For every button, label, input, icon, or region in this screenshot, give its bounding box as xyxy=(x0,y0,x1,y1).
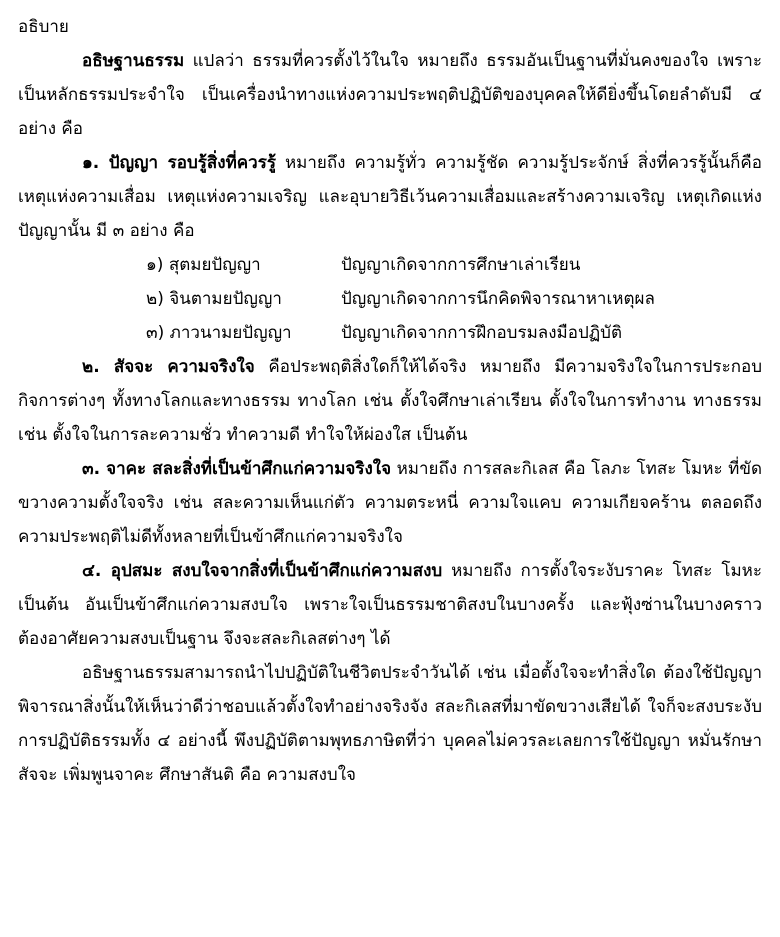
wisdom-source-desc: ปัญญาเกิดจากการนึกคิดพิจารณาหาเหตุผล xyxy=(341,289,655,309)
wisdom-source-desc: ปัญญาเกิดจากการศึกษาเล่าเรียน xyxy=(341,255,581,275)
item-2-title: ๒. สัจจะ ความจริงใจ xyxy=(82,357,255,377)
item-2-paragraph xyxy=(18,350,762,452)
wisdom-source-desc: ปัญญาเกิดจากการฝึกอบรมลงมือปฏิบัติ xyxy=(341,323,622,343)
list-item xyxy=(18,248,762,282)
item-3-title: ๓. จาคะ สละสิ่งที่เป็นข้าศึกแก่ความจริงใจ xyxy=(82,459,392,479)
wisdom-source-term: ๑) สุตมยปัญญา xyxy=(146,255,261,275)
item-4-title: ๔. อุปสมะ สงบใจจากสิ่งที่เป็นข้าศึกแก่ความสงบ xyxy=(82,561,443,581)
item-1-paragraph xyxy=(18,146,762,248)
intro-text: แปลว่า ธรรมที่ควรตั้งไว้ในใจ หมายถึง ธรรมอันเป็นฐานที่มั่นคงของใจ เพราะเป็นหลักธรรมประจำใจ เป็นเครื่องนำทางแห่งความประพฤติปฏิบัติของบุคคลให้ดียิ่งขึ้นโดยลำดับมี ๔ อย่าง คือ xyxy=(18,51,762,139)
document-page xyxy=(18,10,762,792)
item-1-text: หมายถึง ความรู้ทั่ว ความรู้ชัด ความรู้ประจักษ์ สิ่งที่ควรรู้นั้นก็คือ เหตุแห่งความเสื่อม เหตุแห่งความเจริญ และอุบายวิธีเว้นความเสื่อมและสร้างความเจริญ เหตุเกิดแห่งปัญญานั้น มี ๓ อย่าง คือ xyxy=(18,153,762,241)
list-item xyxy=(18,316,762,350)
list-item xyxy=(18,282,762,316)
item-2-text: คือประพฤติสิ่งใดก็ให้ได้จริง หมายถึง มีความจริงใจในการประกอบกิจการต่างๆ ทั้งทางโลกและทางธรรม ทางโลก เช่น ตั้งใจศึกษาเล่าเรียน ตั้งใจในการทำงาน ทางธรรม เช่น ตั้งใจในการละความชั่ว ทำความดี ทำใจให้ผ่องใส เป็นต้น xyxy=(18,357,762,445)
section-heading: อธิบาย xyxy=(18,17,69,37)
item-3-paragraph xyxy=(18,452,762,554)
item-1-title: ๑. ปัญญา รอบรู้สิ่งที่ควรรู้ xyxy=(82,153,276,173)
intro-paragraph xyxy=(18,44,762,146)
item-4-paragraph xyxy=(18,554,762,656)
intro-term: อธิษฐานธรรม xyxy=(82,51,185,71)
conclusion-paragraph: อธิษฐานธรรมสามารถนำไปปฏิบัติในชีวิตประจำวันได้ เช่น เมื่อตั้งใจจะทำสิ่งใด ต้องใช้ปัญญาพิจารณาสิ่งนั้นให้เห็นว่าดีว่าชอบแล้วตั้งใจทำอย่างจริงจัง สละกิเลสที่มาขัดขวางเสียได้ ใจก็จะสงบระงับ การปฏิบัติธรรมทั้ง ๔ อย่างนี้ พึงปฏิบัติตามพุทธภาษิตที่ว่า บุคคลไม่ควรละเลยการใช้ปัญญา หมั่นรักษาสัจจะ เพิ่มพูนจาคะ ศึกษาสันติ คือ ความสงบใจ xyxy=(18,663,762,785)
wisdom-source-term: ๒) จินตามยปัญญา xyxy=(146,289,282,309)
item-4-text: หมายถึง การตั้งใจระงับราคะ โทสะ โมหะ เป็นต้น อันเป็นข้าศึกแก่ความสงบใจ เพราะใจเป็นธรรมชาติสงบในบางครั้ง และฟุ้งซ่านในบางคราว ต้องอาศัยความสงบเป็นฐาน จึงจะสละกิเลสต่างๆ ได้ xyxy=(18,561,762,649)
wisdom-sources-list xyxy=(18,248,762,350)
wisdom-source-term: ๓) ภาวนามยปัญญา xyxy=(146,323,292,343)
item-3-text: หมายถึง การสละกิเลส คือ โลภะ โทสะ โมหะ ที่ขัดขวางความตั้งใจจริง เช่น สละความเห็นแก่ตัว ความตระหนี่ ความใจแคบ ความเกียจคร้าน ตลอดถึงความประพฤติไม่ดีทั้งหลายที่เป็นข้าศึกแก่ความจริงใจ xyxy=(18,459,763,547)
